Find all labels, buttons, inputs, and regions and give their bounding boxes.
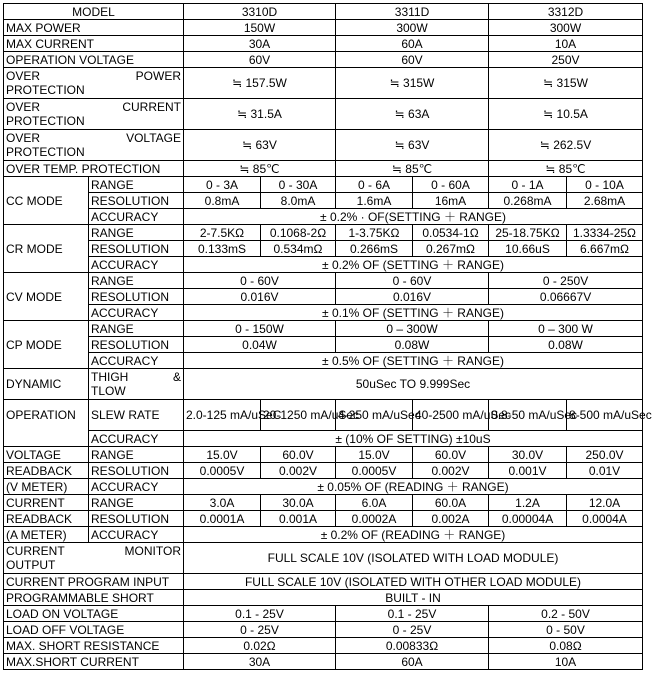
model-3311d: 3311D — [336, 4, 489, 20]
accuracy-value: ± 0.5% OF (SETTING ＋ RANGE) — [184, 353, 643, 369]
value: ≒ 63V — [184, 130, 336, 161]
cr-resolution-row — [4, 241, 643, 257]
cell: 1.2A — [489, 495, 567, 511]
label-part: OUTPUT — [6, 558, 56, 572]
sub-label: RANGE — [89, 495, 184, 511]
cv-range-row — [4, 273, 643, 289]
label-part: POWER — [135, 69, 181, 83]
label-part: CURRENT — [122, 100, 181, 114]
ameter-label-b: READBACK — [4, 511, 89, 527]
cell: 0.002V — [413, 463, 489, 479]
value: 0 - 25V — [184, 622, 336, 638]
label-part: THIGH — [91, 370, 129, 384]
cell: 20-1250 mA/uSec — [261, 400, 336, 431]
cell: 0.016V — [336, 289, 489, 305]
cell: 0.001V — [489, 463, 567, 479]
operation-label: OPERATION — [4, 400, 89, 447]
cc-resolution-row — [4, 193, 643, 209]
sub-label: RESOLUTION — [89, 337, 184, 353]
cell: 0.1068-2Ω — [261, 225, 336, 241]
value: FULL SCALE 10V (ISOLATED WITH LOAD MODULE) — [184, 543, 643, 574]
vmeter-range-row — [4, 447, 643, 463]
cell: 0.002A — [413, 511, 489, 527]
cell: 3.0A — [184, 495, 261, 511]
cell: 0.08W — [489, 337, 643, 353]
cell: 16mA — [413, 193, 489, 209]
value: 0.1 - 25V — [184, 606, 336, 622]
cell: 10.66uS — [489, 241, 567, 257]
ameter-label-c: (A METER) — [4, 527, 89, 543]
value: FULL SCALE 10V (ISOLATED WITH OTHER LOAD MODULE) — [184, 574, 643, 590]
label-part: TLOW — [91, 384, 126, 398]
sub-label: ACCURACY — [89, 305, 184, 321]
cc-accuracy-row — [4, 209, 643, 225]
dynamic-time-row — [4, 369, 643, 400]
cp-range-row — [4, 321, 643, 337]
sub-label: RESOLUTION — [89, 289, 184, 305]
sub-label: ACCURACY — [89, 353, 184, 369]
ameter-label-a: CURRENT — [4, 495, 89, 511]
value: ≒ 85℃ — [489, 161, 643, 177]
accuracy-value: ± 0.2% OF (SETTING ＋ RANGE) — [184, 257, 643, 273]
value: ≒ 315W — [336, 68, 489, 99]
cell: 0.0002A — [336, 511, 413, 527]
cell: 0.534mΩ — [261, 241, 336, 257]
cell: 1.6mA — [336, 193, 413, 209]
cell: 15.0V — [336, 447, 413, 463]
sub-label: ACCURACY — [89, 479, 184, 495]
value: ≒ 31.5A — [184, 99, 336, 130]
row-label: LOAD OFF VOLTAGE — [4, 622, 184, 638]
cell: 0.0001A — [184, 511, 261, 527]
cell: 0.08W — [336, 337, 489, 353]
vmeter-accuracy-row — [4, 479, 643, 495]
monitor-row — [4, 543, 643, 574]
cell: 0 - 60V — [184, 273, 336, 289]
label-part: PROTECTION — [6, 114, 85, 128]
cell: 0.002V — [261, 463, 336, 479]
accuracy-value: ± 0.2% OF (READING ＋ RANGE) — [184, 527, 643, 543]
sub-label: RANGE — [89, 177, 184, 193]
ameter-range-row — [4, 495, 643, 511]
sub-label: RANGE — [89, 273, 184, 289]
cell: 6.0A — [336, 495, 413, 511]
short-resistance-row — [4, 638, 643, 654]
cell: 60.0V — [261, 447, 336, 463]
cell: 0 - 6A — [336, 177, 413, 193]
cell: 0.00004A — [489, 511, 567, 527]
cv-mode-label: CV MODE — [4, 273, 89, 321]
dynamic-slew-row — [4, 400, 643, 431]
value: 300W — [336, 20, 489, 36]
value: 150W — [184, 20, 336, 36]
label-part: & — [172, 370, 181, 384]
sub-label: RANGE — [89, 447, 184, 463]
label-part: PROTECTION — [6, 145, 85, 159]
header-row — [4, 4, 643, 20]
ameter-resolution-row — [4, 511, 643, 527]
value: 30A — [184, 654, 336, 670]
row-label: MAX.SHORT CURRENT — [4, 654, 184, 670]
label-part: VOLTAGE — [126, 131, 181, 145]
max-current-row — [4, 36, 643, 52]
cell: 40-2500 mA/uSec — [413, 400, 489, 431]
cell: 0.06667V — [489, 289, 643, 305]
label-part: CURRENT — [6, 544, 65, 558]
cell: 15.0V — [184, 447, 261, 463]
cell: 0.001A — [261, 511, 336, 527]
cell: 0.268mA — [489, 193, 567, 209]
value: 10A — [489, 36, 643, 52]
spec-table — [3, 3, 652, 670]
value: ≒ 63V — [336, 130, 489, 161]
accuracy-value: ± 0.05% OF (READING ＋ RANGE) — [184, 479, 643, 495]
cell: 8-500 mA/uSec — [567, 400, 643, 431]
cell: 0 - 250V — [489, 273, 643, 289]
label-part: PROTECTION — [6, 83, 85, 97]
value: ≒ 63A — [336, 99, 489, 130]
row-label: MAX. SHORT RESISTANCE — [4, 638, 184, 654]
sub-label: RESOLUTION — [89, 241, 184, 257]
cell: 60.0V — [413, 447, 489, 463]
cell: 0.267mΩ — [413, 241, 489, 257]
cell: 30.0V — [489, 447, 567, 463]
value: ≒ 262.5V — [489, 130, 643, 161]
value: 10A — [489, 654, 643, 670]
cell: 0 - 30A — [261, 177, 336, 193]
row-label: OPERATION VOLTAGE — [4, 52, 184, 68]
row-label — [4, 543, 184, 574]
sub-label: RESOLUTION — [89, 511, 184, 527]
vmeter-label-a: VOLTAGE — [4, 447, 89, 463]
sub-label: ACCURACY — [89, 527, 184, 543]
value: 0.08Ω — [489, 638, 643, 654]
value: 60A — [336, 36, 489, 52]
sub-label: ACCURACY — [89, 257, 184, 273]
cell: 1.3334-25Ω — [567, 225, 643, 241]
max-power-row — [4, 20, 643, 36]
vmeter-label-c: (V METER) — [4, 479, 89, 495]
cv-accuracy-row — [4, 305, 643, 321]
dynamic-label: DYNAMIC — [4, 369, 89, 400]
value: BUILT - IN — [184, 590, 643, 606]
dynamic-accuracy-row — [4, 431, 643, 447]
row-label: OVER TEMP. PROTECTION — [4, 161, 184, 177]
label-part: MONITOR — [124, 544, 181, 558]
value: 0.2 - 50V — [489, 606, 643, 622]
prog-short-row — [4, 590, 643, 606]
cr-range-row — [4, 225, 643, 241]
cr-mode-label: CR MODE — [4, 225, 89, 273]
cell: 30.0A — [261, 495, 336, 511]
value: 60V — [336, 52, 489, 68]
cell: 0 - 60V — [336, 273, 489, 289]
cell: 0 - 10A — [567, 177, 643, 193]
cell: 0.04W — [184, 337, 336, 353]
cell: 2-7.5KΩ — [184, 225, 261, 241]
sub-label: SLEW RATE — [89, 400, 184, 431]
cell: 0.266mS — [336, 241, 413, 257]
cell: 25-18.75KΩ — [489, 225, 567, 241]
value: 0.00833Ω — [336, 638, 489, 654]
value: 300W — [489, 20, 643, 36]
value: ≒ 157.5W — [184, 68, 336, 99]
cell: 0.0005V — [184, 463, 261, 479]
accuracy-value: ± 0.1% OF (SETTING ＋ RANGE) — [184, 305, 643, 321]
cc-mode-label: CC MODE — [4, 177, 89, 225]
cell: 2.0-125 mA/uSeC — [184, 400, 261, 431]
row-label: MAX CURRENT — [4, 36, 184, 52]
sub-label: RESOLUTION — [89, 193, 184, 209]
row-label — [4, 99, 184, 130]
short-current-row — [4, 654, 643, 670]
cell: 0 – 300W — [336, 321, 489, 337]
operation-voltage-row — [4, 52, 643, 68]
ameter-accuracy-row — [4, 527, 643, 543]
cell: 8.0mA — [261, 193, 336, 209]
row-label: CURRENT PROGRAM INPUT — [4, 574, 184, 590]
cell: 4-250 mA/uSec — [336, 400, 413, 431]
cr-accuracy-row — [4, 257, 643, 273]
vmeter-label-b: READBACK — [4, 463, 89, 479]
cc-range-row — [4, 177, 643, 193]
program-row — [4, 574, 643, 590]
cell: 0.0005V — [336, 463, 413, 479]
value: 60V — [184, 52, 336, 68]
label-part: OVER — [6, 100, 41, 114]
load-off-row — [4, 622, 643, 638]
cell: 60.0A — [413, 495, 489, 511]
accuracy-value: ± (10% OF SETTING) ±10uS — [184, 431, 643, 447]
cell: 0.8-50 mA/uSec — [489, 400, 567, 431]
row-label: PROGRAMMABLE SHORT — [4, 590, 184, 606]
label-part: OVER — [6, 131, 41, 145]
model-3310d: 3310D — [184, 4, 336, 20]
value: 0.02Ω — [184, 638, 336, 654]
model-header: MODEL — [4, 4, 184, 20]
cell: 0.0534-1Ω — [413, 225, 489, 241]
value: 250V — [489, 52, 643, 68]
load-on-row — [4, 606, 643, 622]
sub-label — [89, 369, 184, 400]
model-3312d: 3312D — [489, 4, 643, 20]
cell: 0.01V — [567, 463, 643, 479]
ocp-row — [4, 99, 643, 130]
value: ≒ 315W — [489, 68, 643, 99]
accuracy-value: ± 0.2% · OF(SETTING ＋ RANGE) — [184, 209, 643, 225]
cell: 0 - 60A — [413, 177, 489, 193]
cell: 0 - 150W — [184, 321, 336, 337]
cell: 1-3.75KΩ — [336, 225, 413, 241]
time-value: 50uSec TO 9.999Sec — [184, 369, 643, 400]
cv-resolution-row — [4, 289, 643, 305]
row-label — [4, 130, 184, 161]
cell: 0 - 3A — [184, 177, 261, 193]
cell: 0.016V — [184, 289, 336, 305]
cell: 0 – 300 W — [489, 321, 643, 337]
cell: 0.133mS — [184, 241, 261, 257]
vmeter-resolution-row — [4, 463, 643, 479]
cell: 250.0V — [567, 447, 643, 463]
cell: 2.68mA — [567, 193, 643, 209]
row-label — [4, 68, 184, 99]
sub-label: RANGE — [89, 225, 184, 241]
cp-resolution-row — [4, 337, 643, 353]
value: 0 - 50V — [489, 622, 643, 638]
ovp-row — [4, 130, 643, 161]
value: 0.1 - 25V — [336, 606, 489, 622]
opp-row — [4, 68, 643, 99]
cp-accuracy-row — [4, 353, 643, 369]
label-part: OVER — [6, 69, 41, 83]
value: ≒ 10.5A — [489, 99, 643, 130]
cell: 6.667mΩ — [567, 241, 643, 257]
cell: 12.0A — [567, 495, 643, 511]
value: 0 - 25V — [336, 622, 489, 638]
row-label: MAX POWER — [4, 20, 184, 36]
sub-label: RANGE — [89, 321, 184, 337]
cp-mode-label: CP MODE — [4, 321, 89, 369]
cell: 0 - 1A — [489, 177, 567, 193]
otp-row — [4, 161, 643, 177]
sub-label: ACCURACY — [89, 209, 184, 225]
cell: 0.0004A — [567, 511, 643, 527]
sub-label: ACCURACY — [89, 431, 184, 447]
row-label: LOAD ON VOLTAGE — [4, 606, 184, 622]
cell: 0.8mA — [184, 193, 261, 209]
value: ≒ 85℃ — [184, 161, 336, 177]
value: ≒ 85℃ — [336, 161, 489, 177]
value: 30A — [184, 36, 336, 52]
sub-label: RESOLUTION — [89, 463, 184, 479]
value: 60A — [336, 654, 489, 670]
